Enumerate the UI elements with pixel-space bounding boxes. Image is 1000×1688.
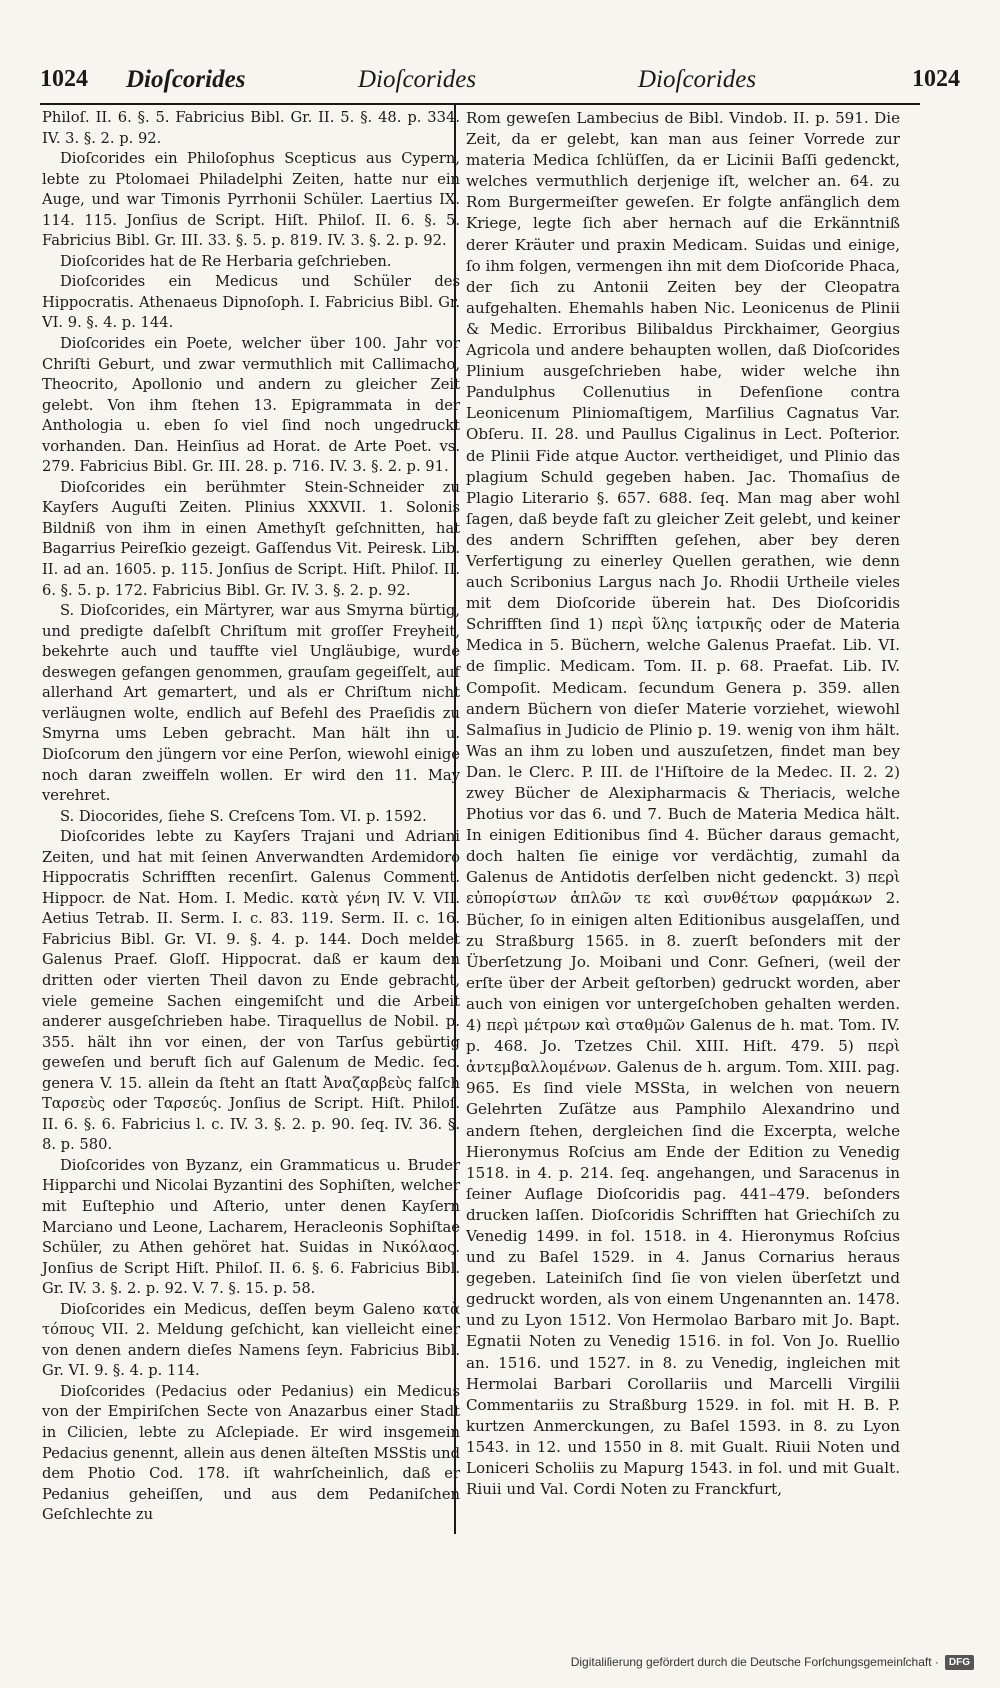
paragraph: S. Dioſcorides, ein Märtyrer, war aus Smyrna bürtig, und predigte daſelbſt Chriſtum mit groſſer Freyheit, bekehrte auch und tauffte viel Ungläubige, wurde deswegen gefangen genommen, grauſam gegeiſſelt, auf allerhand Art gemartert, und als er Chriſtum nicht verläugnen wolte, endlich auf Befehl des Praeſidis zu Smyrna ums Leben gebracht. Man hält ihn u. Dioſcorum den jüngern vor eine Perſon, wiewohl einige noch daran zweiffeln wollen. Er wird den 11. May verehret. <box>42 602 460 805</box>
running-head-3: Dioſcorides <box>638 66 757 93</box>
paragraph: Dioſcorides ein Philoſophus Scepticus aus Cypern, lebte zu Ptolomaei Philadelphi Zeiten, hatte nur ein Auge, und war Timonis Pyrrhonii Schüler. Laertius IX. 114. 115. Jonſius de Script. Hiſt. Philoſ. II. 6. §. 5. Fabricius Bibl. Gr. III. 33. §. 5. p. 819. IV. 3. §. 2. p. 92. <box>42 150 460 250</box>
paragraph: Philoſ. II. 6. §. 5. Fabricius Bibl. Gr. II. 5. §. 48. p. 334. IV. 3. §. 2. p. 92. <box>42 109 460 147</box>
paragraph: S. Diocorides, ſiehe S. Creſcens Tom. VI. p. 1592. <box>60 807 427 825</box>
dfg-logo-icon: DFG <box>945 1655 974 1670</box>
running-head-2: Dioſcorides <box>358 66 477 93</box>
paragraph: Dioſcorides ein Medicus und Schüler des Hippocratis. Athenaeus Dipnoſoph. I. Fabricius Bibl. Gr. VI. 9. §. 4. p. 144. <box>42 273 460 332</box>
paragraph: Dioſcorides ein berühmter Stein-Schneider zu Kayſers Auguſti Zeiten. Plinius XXXVII. 1. Solonis Bildniß von ihm in einen Amethyſt geſchnitten, hat Bagarrius Peireſkio gezeigt. Gaſſendus Vit. Peiresk. Lib. II. ad an. 1605. p. 115. Jonſius de Script. Hiſt. Philoſ. II. 6. §. 5. p. 172. Fabricius Bibl. Gr. IV. 3. §. 2. p. 92. <box>42 478 460 599</box>
page-number-left: 1024 <box>40 66 88 92</box>
digitization-footer <box>571 1652 974 1672</box>
paragraph: Dioſcorides von Byzanz, ein Grammaticus u. Bruder Hipparchi und Nicolai Byzantini des Sophiſten, welcher mit Euſtephio und Aſterio, unter denen Kayſern Marciano und Leone, Lacharem, Heracleonis Sophiſtae Schüler, zu Athen gehöret hat. Suidas in Νικόλαος. Jonſius de Script Hiſt. Philoſ. II. 6. §. 6. Fabricius Bibl. Gr. IV. 3. §. 2. p. 92. V. 7. §. 15. p. 58. <box>42 1156 460 1298</box>
paragraph: Dioſcorides ein Medicus, deſſen beym Galeno κατὰ τόπους VII. 2. Meldung geſchicht, kan vielleicht einer von denen andern dieſes Namens ſeyn. Fabricius Bibl. Gr. VI. 9. §. 4. p. 114. <box>42 1300 460 1380</box>
paragraph: Dioſcorides ein Poete, welcher über 100. Jahr vor Chriſti Geburt, und zwar vermuthlich mit Callimacho, Theocrito, Apollonio und andern zu gleicher Zeit gelebt. Von ihm ſtehen 13. Epigrammata in der Anthologia u. eben ſo viel ſind noch ungedruckt vorhanden. Dan. Heinſius ad Horat. de Arte Poet. vs. 279. Fabricius Bibl. Gr. III. 28. p. 716. IV. 3. §. 2. p. 91. <box>42 335 460 476</box>
header-rule <box>40 103 920 105</box>
column-divider <box>454 104 456 1534</box>
footer-credit: Digitaliſierung gefördert durch die Deutsche Forſchungsgemeinſchaft · <box>570 1655 939 1669</box>
page-number-right: 1024 <box>912 66 960 92</box>
paragraph: Dioſcorides hat de Re Herbaria geſchrieben. <box>60 252 392 270</box>
right-column <box>466 108 900 1500</box>
left-column <box>42 108 460 1526</box>
running-header <box>40 66 960 102</box>
paragraph: Rom geweſen Lambecius de Bibl. Vindob. II. p. 591. Die Zeit, da er gelebt, kan man aus ſeiner Vorrede zur materia Medica ſchlüſſen, da er Licinii Baſſi gedenckt, welches vermuthlich derjenige iſt, welcher an. 64. zu Rom Burgermeiſter geweſen. Er folgte anfänglich dem Kriege, legte ſich aber hernach auf die Erkänntniß derer Kräuter und praxin Medicam. Suidas und einige, ſo ihm folgen, vermengen ihn mit dem Dioſcoride Phaca, der ſich zu Antonii Zeiten bey der Cleopatra aufgehalten. Ehemahls haben Nic. Leonicenus de Plinii & Medic. Erroribus Bilibaldus Pirckhaimer, Georgius Agricola und andere behaupten wollen, daß Dioſcorides Plinium ausgeſchrieben habe, wider welche ihn Pandulphus Collenutius in Defenſione contra Leonicenum Pliniomaſtigem, Marſilius Cagnatus Var. Obſeru. II. 28. und Paullus Cigalinus in Lect. Poſterior. de Plinii Fide atque Auctor. vertheidiget, und Plinio das plagium Schuld gegeben haben. Jac. Thomaſius de Plagio Literario §. 657. 688. ſeq. Man mag aber wohl ſagen, daß beyde faſt zu gleicher Zeit gelebt, und keiner des andern Schrifften geſehen, aber bey deren Verfertigung zu einerley Quellen gerathen, wie denn auch Scribonius Largus nach Jo. Rhodii Urtheile vieles mit dem Dioſcoride überein hat. Des Dioſcoridis Schrifften ſind 1) περὶ ὕλης ἰατρικῆς oder de Materia Medica in 5. Büchern, welche Galenus Praefat. Lib. VI. de ſimplic. Medicam. Tom. II. p. 68. Praefat. Lib. IV. Compoſit. Medicam. ſecundum Genera p. 359. allen andern Büchern von dieſer Materie vorziehet, wiewohl Salmaſius in Judicio de Plinio p. 19. wenig von ihm hält. Was an ihm zu loben und auszuſetzen, findet man bey Dan. le Clerc. P. III. de l'Hiſtoire de la Medec. II. 2. 2) zwey Bücher de Alexipharmacis & Theriacis, welche Photius vor das 6. und 7. Buch de Materia Medica hält. In einigen Editionibus ſind 4. Bücher daraus gemacht, doch halten ſie einige vor verdächtig, zumahl da Galenus de Antidotis derſelben nicht gedenckt. 3) περὶ εὐπορίστων ἁπλῶν τε καὶ συνθέτων φαρμάκων 2. Bücher, ſo in einigen alten Editionibus ausgelaſſen, und zu Straßburg 1565. in 8. zuerſt beſonders mit der Überſetzung Jo. Moibani und Conr. Geſneri, (weil der erſte über der Arbeit geſtorben) gedruckt worden, aber auch von einigen vor untergeſchoben gehalten werden. 4) περὶ μέτρων καὶ σταθμῶν Galenus de h. mat. Tom. IV. p. 468. Jo. Tzetzes Chil. XIII. Hiſt. 479. 5) περὶ ἀντεμβαλλομένων. Galenus de h. argum. Tom. XIII. pag. 965. Es ſind viele MSSta, in welchen von neuern Gelehrten Zuſätze aus Pamphilo Alexandrino und andern ſtehen, dergleichen ſind die Excerpta, welche Hieronymus Roſcius am Ende der Edition zu Venedig 1518. in 4. p. 214. ſeq. angehangen, und Saracenus in ſeiner Auflage Dioſcoridis pag. 441–479. beſonders drucken laſſen. Dioſcoridis Schrifften hat Griechiſch zu Venedig 1499. in fol. 1518. in 4. Hieronymus Roſcius und zu Baſel 1529. in 4. Janus Cornarius heraus gegeben. Lateiniſch ſind ſie von vielen überſetzt und gedruckt worden, als von einem Ungenannten an. 1478. und zu Lyon 1512. Von Hermolao Barbaro mit Jo. Bapt. Egnatii Noten zu Venedig 1516. in fol. Von Jo. Ruellio an. 1516. und 1527. in 8. zu Venedig, ingleichen mit Hermolai Barbari Corollariis und Marcelli Virgilii Commentariis zu Straßburg 1529. in fol. mit H. B. P. kurtzen Anmerckungen, zu Baſel 1593. in 8. zu Lyon 1543. in 12. und 1550 in 8. mit Gualt. Riuii Noten und Loniceri Scholiis zu Mapurg 1543. in fol. und mit Gualt. Riuii und Val. Cordi Noten zu Franckfurt, <box>466 109 900 1499</box>
running-head-1: Dioſcorides <box>126 66 246 93</box>
paragraph: Dioſcorides (Pedacius oder Pedanius) ein Medicus von der Empiriſchen Secte von Anazarbus einer Stadt in Cilicien, lebte zu Aſclepiade. Er wird insgemein Pedacius genennt, allein aus denen älteſten MSStis und dem Photio Cod. 178. iſt wahrſcheinlich, daß er Pedanius geheiſſen, und aus dem Pedaniſchen Geſchlechte zu <box>42 1382 460 1524</box>
paragraph: Dioſcorides lebte zu Kayſers Trajani und Adriani Zeiten, und hat mit ſeinen Anverwandten Ardemidoro Hippocratis Schrifften recenſirt. Galenus Comment. Hippocr. de Nat. Hom. I. Medic. κατὰ γένη IV. V. VII. Aetius Tetrab. II. Serm. I. c. 83. 119. Serm. II. c. 16. Fabricius Bibl. Gr. VI. 9. §. 4. p. 144. Doch meldet Galenus Praef. Gloſſ. Hippocrat. daß er kaum den dritten oder vierten Theil davon zu Ende gebracht, viele gemeine Sachen eingemiſcht und die Arbeit anderer ausgeſchrieben habe. Tiraquellus de Nobil. p. 355. hält ihn vor einen, der von Tarſus gebürtig geweſen und beruft ſich auf Galenum de Medic. ſec. genera V. 15. allein da ſteht an ſtatt Ἀναζαρβεὺς falſch Ταρσεὺς oder Ταρσεύς. Jonſius de Script. Hiſt. Philoſ. II. 6. §. 6. Fabricius l. c. IV. 3. §. 2. p. 90. ſeq. IV. 36. §. 8. p. 580. <box>42 828 460 1154</box>
